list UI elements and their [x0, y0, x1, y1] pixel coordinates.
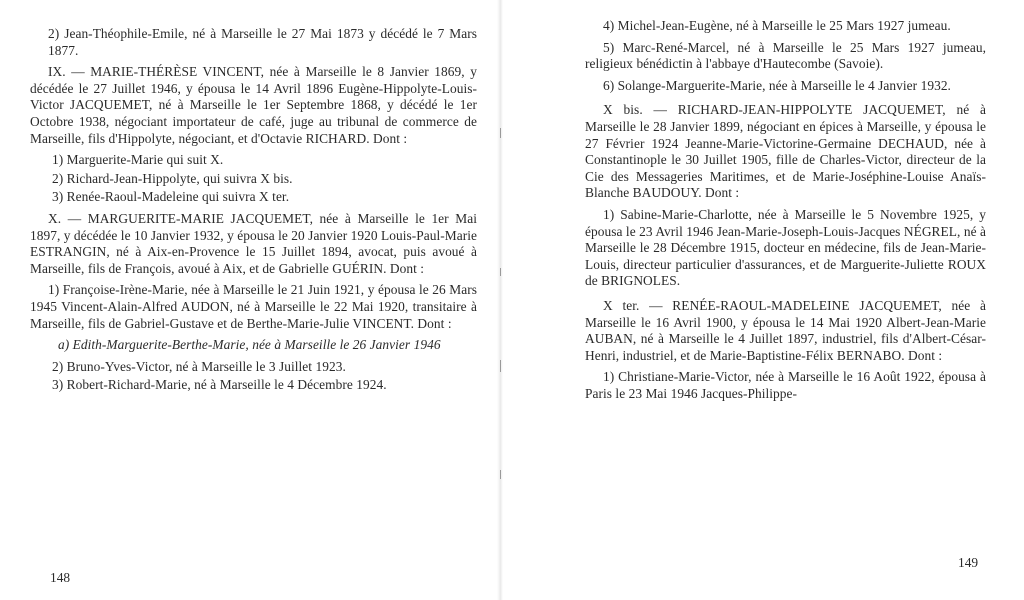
- right-paragraph-6: X ter. — RENÉE-RAOUL-MADELEINE JACQUEMET, née à Marseille le 16 Avril 1900, y épousa le 14 Mai 1920 Albert-Jean-Marie AUBAN, né à Marseille le 4 Juillet 1897, industriel, fils d'Albert-César-Henri, industriel, et de Marie-Baptistine-Félix BERNABO. Dont :: [585, 297, 986, 363]
- left-paragraph-1: 2) Jean-Théophile-Emile, né à Marseille le 27 Mai 1873 y décédé le 7 Mars 1877.: [48, 26, 477, 58]
- left-paragraph-10: 3) Robert-Richard-Marie, né à Marseille le 4 Décembre 1924.: [52, 377, 387, 393]
- right-paragraph-3: 6) Solange-Marguerite-Marie, née à Marseille le 4 Janvier 1932.: [603, 77, 951, 93]
- left-paragraph-7: 1) Françoise-Irène-Marie, née à Marseille le 21 Juin 1921, y épousa le 26 Mars 1945 Vincent-Alain-Alfred AUDON, né à Marseille le 22 Mai 1920, transitaire à Marseille, fils de Gabriel-Gustave et de Berthe-Marie-Julie VINCENT. Dont :: [30, 282, 477, 331]
- right-paragraph-7: 1) Christiane-Marie-Victor, née à Marseille le 16 Août 1922, épousa à Paris le 23 Mai 1946 Jacques-Philippe-: [585, 369, 986, 401]
- right-paragraph-1: 4) Michel-Jean-Eugène, né à Marseille le 25 Mars 1927 jumeau.: [603, 18, 951, 33]
- right-paragraph-5: 1) Sabine-Marie-Charlotte, née à Marseille le 5 Novembre 1925, y épousa le 23 Avril 1946 Jean-Marie-Joseph-Louis-Jacques NÉGREL, né à Marseille le 28 Décembre 1915, docteur en médecine, fils de Jean-Marie-Louis, directeur particulier d'assurances, et de Marguerite-Juliette ROUX de BRIGNOLES.: [585, 206, 986, 289]
- book-gutter: [497, 0, 503, 600]
- left-paragraph-2: IX. — MARIE-THÉRÈSE VINCENT, née à Marseille le 8 Janvier 1869, y décédée le 27 Juillet 1946, y épousa le 14 Avril 1896 Eugène-Hippolyte-Louis-Victor JACQUEMET, né à Marseille le 1er Septembre 1868, y décédé le 1er Octobre 1938, négociant importateur de café, juge au tribunal de commerce de Marseille, fils d'Hippolyte, négociant, et d'Octavie RICHARD. Dont :: [30, 64, 477, 146]
- right-paragraph-4: X bis. — RICHARD-JEAN-HIPPOLYTE JACQUEMET, né à Marseille le 28 Janvier 1899, négociant en épices à Marseille, y épousa le 27 Février 1924 Jeanne-Marie-Victorine-Germaine DECHAUD, née à Constantinople le 30 Juillet 1905, fille de Charles-Victor, directeur de la Cie des Messageries Maritimes, et de Marie-Joséphine-Louise Anaïs-Blanche BAUDOUY. Dont :: [585, 102, 986, 201]
- left-paragraph-5: 3) Renée-Raoul-Madeleine qui suivra X ter.: [52, 189, 290, 205]
- gutter-mark: [500, 128, 501, 138]
- left-paragraph-8: a) Edith-Marguerite-Berthe-Marie, née à Marseille le 26 Janvier 1946: [58, 337, 441, 353]
- right-paragraph-2: 5) Marc-René-Marcel, né à Marseille le 25 Mars 1927 jumeau, religieux bénédictin à l'abbaye d'Hautecombe (Savoie).: [585, 39, 986, 72]
- gutter-mark: [500, 470, 501, 479]
- left-page: [0, 0, 495, 600]
- left-paragraph-6: X. — MARGUERITE-MARIE JACQUEMET, née à Marseille le 1er Mai 1897, y décédée le 10 Janvier 1932, y épousa le 20 Janvier 1920 Louis-Paul-Marie ESTRANGIN, né à Aix-en-Provence le 15 Juillet 1894, avocat, puis avoué à Marseille, fils de François, avoué à Aix, et de Gabrielle GUÉRIN. Dont :: [30, 210, 477, 276]
- gutter-mark: [500, 268, 501, 276]
- right-page: [505, 0, 1024, 600]
- right-page-number: 149: [958, 555, 979, 570]
- left-page-number: 148: [50, 570, 71, 585]
- left-paragraph-4: 2) Richard-Jean-Hippolyte, qui suivra X bis.: [52, 170, 293, 186]
- left-paragraph-3: 1) Marguerite-Marie qui suit X.: [52, 152, 224, 168]
- gutter-mark: [500, 360, 501, 372]
- left-paragraph-9: 2) Bruno-Yves-Victor, né à Marseille le 3 Juillet 1923.: [52, 358, 346, 374]
